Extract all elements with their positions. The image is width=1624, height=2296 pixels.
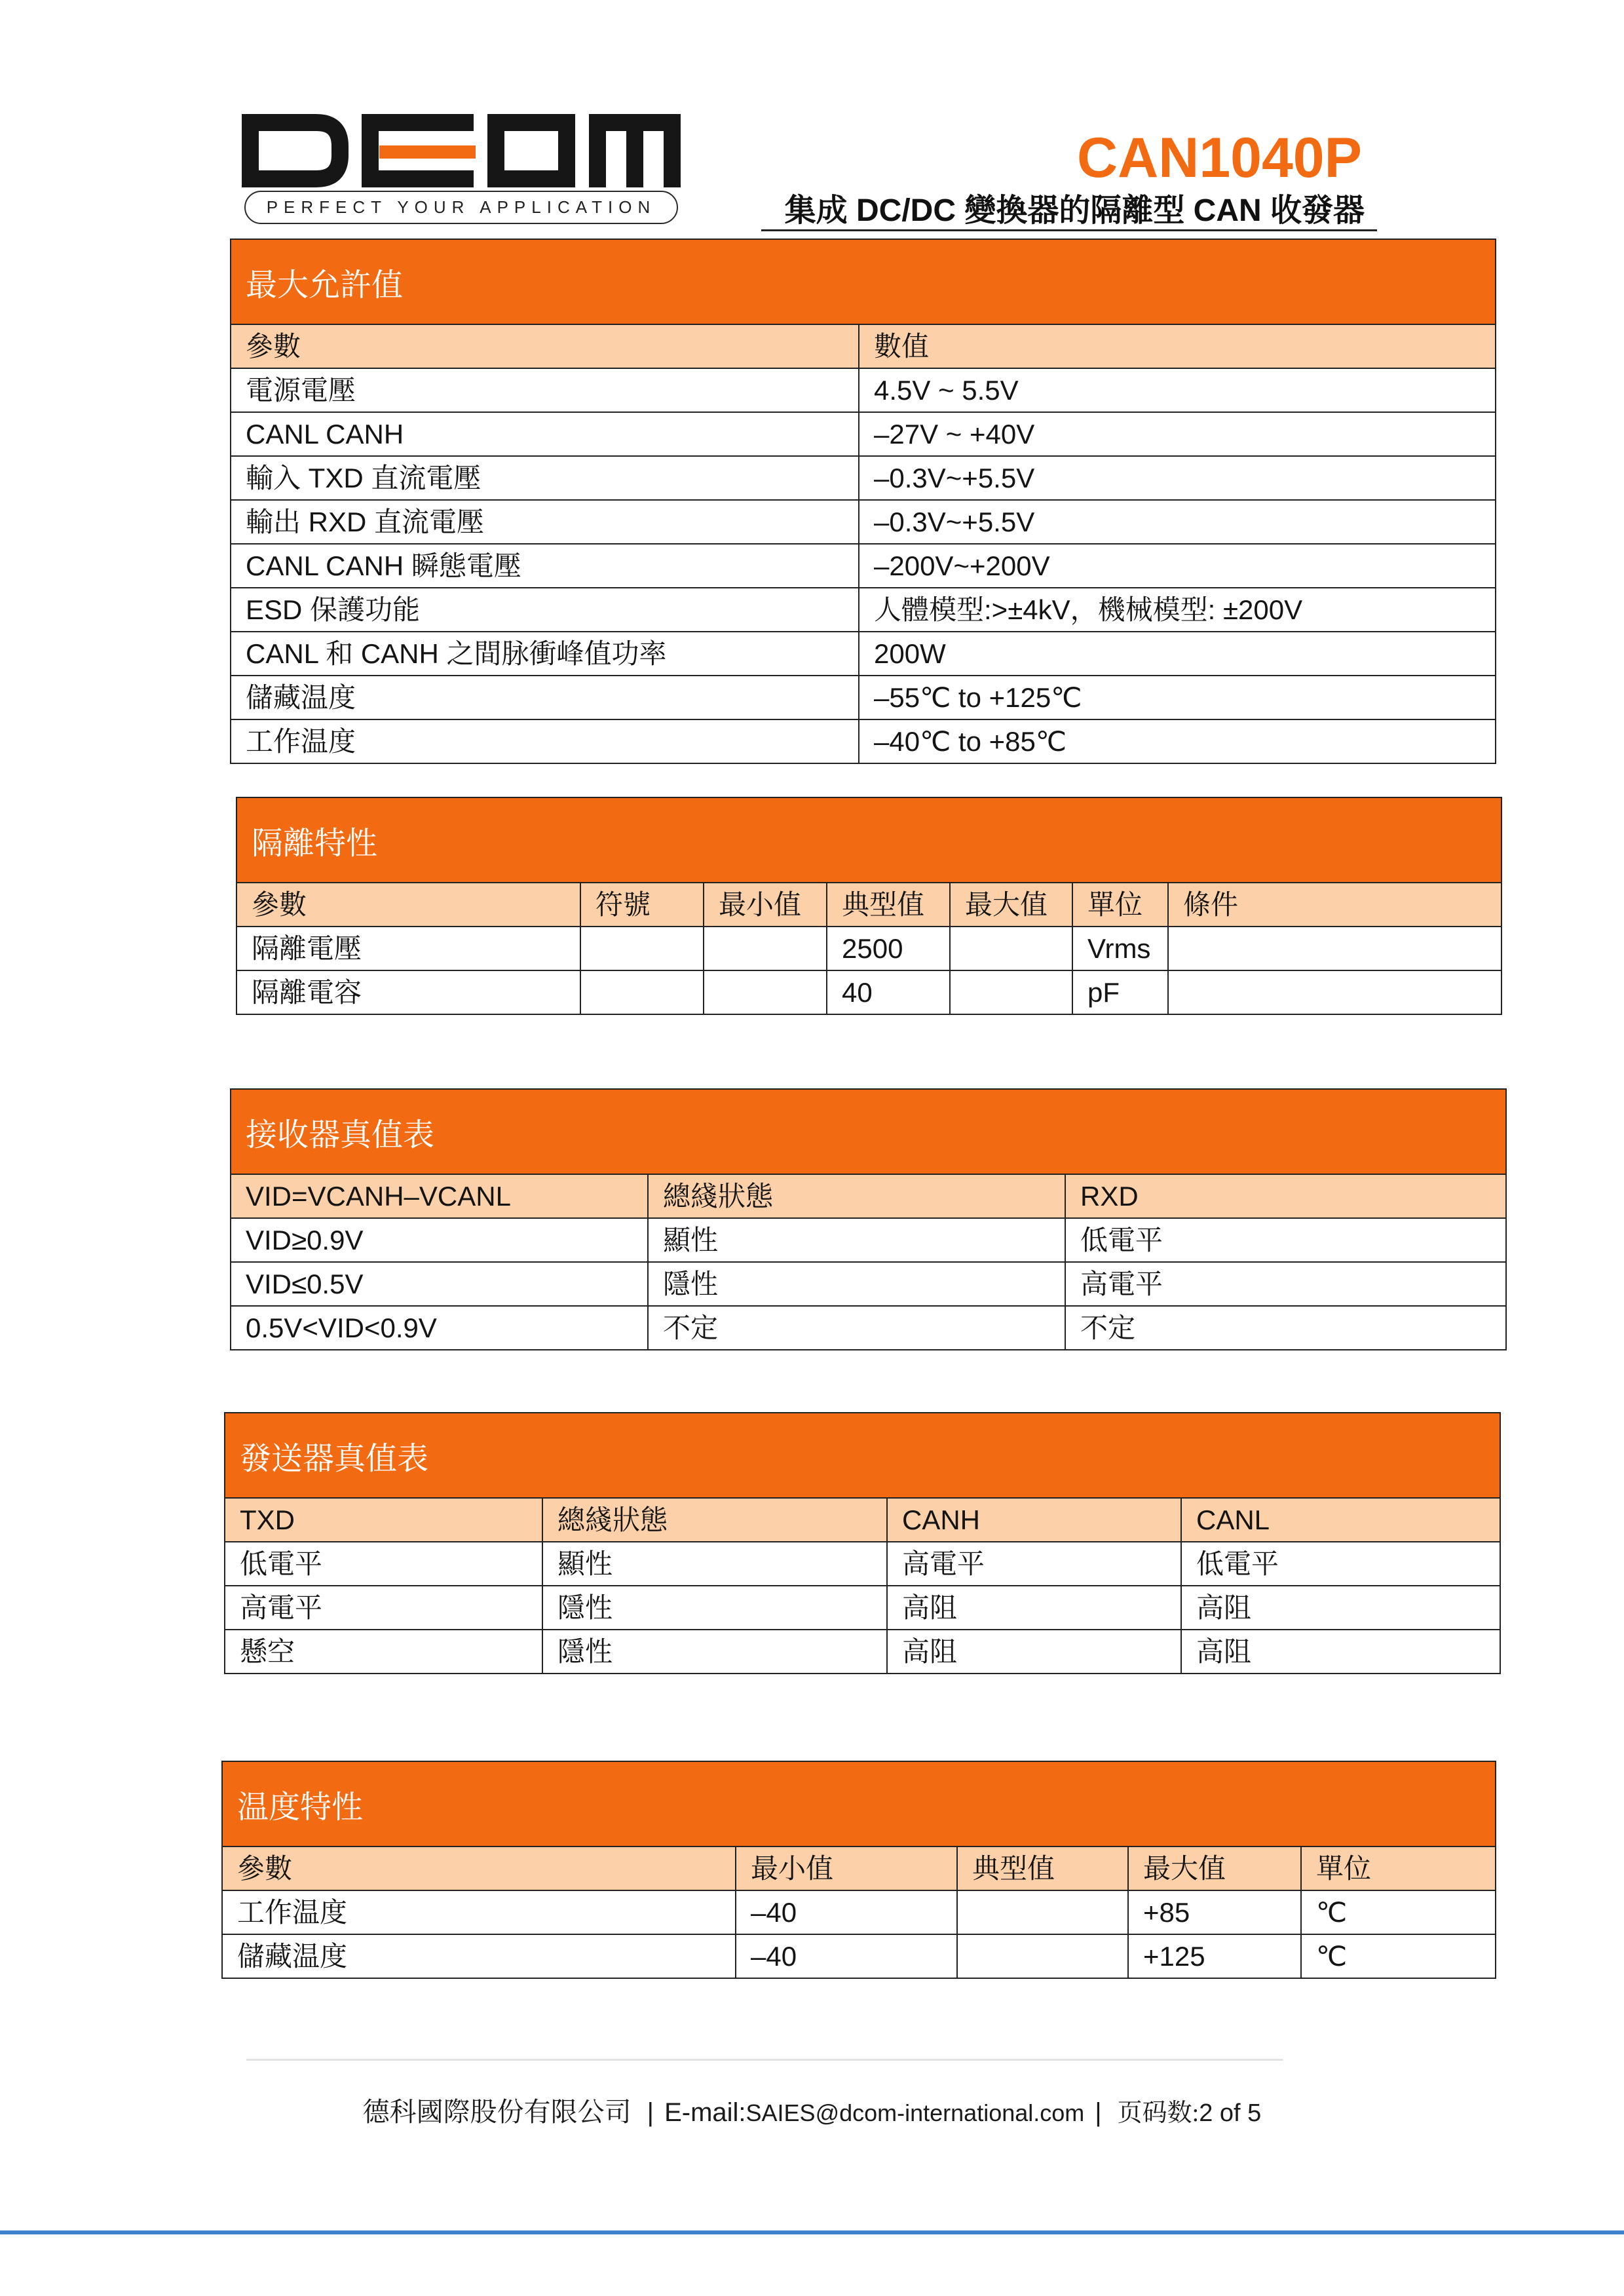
table-cell: 4.5V ~ 5.5V	[874, 375, 1019, 406]
table-header-row	[231, 1175, 1505, 1219]
column-header: TXD	[225, 1499, 543, 1541]
table-cell: 高阻	[1196, 1636, 1252, 1667]
table-cell: –40	[736, 1891, 958, 1934]
table-row	[231, 501, 1495, 545]
table-row	[237, 971, 1501, 1014]
table-row	[231, 457, 1495, 501]
max-ratings-table	[230, 239, 1496, 764]
table-cell	[958, 1891, 1129, 1934]
table-cell: 儲藏温度	[231, 676, 859, 719]
product-subtitle: 集成 DC/DC 變換器的隔離型 CAN 收發器	[784, 193, 1365, 228]
table-cell: 隔離電容	[237, 971, 581, 1014]
table-row	[237, 927, 1501, 971]
table-cell: 人體模型:>±4kV，機械模型: ±200V	[874, 594, 1303, 625]
table-cell: VID≥0.9V	[231, 1219, 649, 1261]
column-header: 總綫狀態	[649, 1175, 1066, 1217]
table-cell: +85	[1129, 1891, 1302, 1934]
table-cell: 輸出 RXD 直流電壓	[231, 501, 859, 543]
logo-letter-d	[250, 123, 340, 179]
table-cell: 高電平	[225, 1586, 543, 1629]
footer-email: SAIES@dcom-international.com	[746, 2099, 1085, 2126]
table-cell: ESD 保護功能	[231, 588, 859, 631]
table-title: 發送器真值表	[225, 1413, 1500, 1499]
column-header: 典型值	[958, 1847, 1129, 1890]
table-cell	[704, 927, 827, 970]
table-title: 隔離特性	[237, 798, 1501, 883]
column-header: 參數	[223, 1847, 736, 1890]
isolation-table	[236, 797, 1502, 1015]
subtitle-underline	[761, 229, 1377, 231]
table-cell: 顯性	[649, 1219, 1066, 1261]
table-cell: +125	[1129, 1935, 1302, 1978]
table-row	[231, 1307, 1505, 1349]
table-cell: 顯性	[543, 1542, 888, 1585]
column-header: 最大值	[951, 883, 1073, 926]
table-row	[231, 545, 1495, 588]
table-cell: 高電平	[1080, 1269, 1163, 1299]
logo-letter-m	[597, 123, 672, 187]
table-cell: ℃	[1316, 1897, 1348, 1928]
table-cell: 工作温度	[231, 720, 859, 763]
column-header: CANH	[888, 1499, 1182, 1541]
column-header: 數值	[874, 331, 930, 362]
table-cell	[1169, 971, 1501, 1014]
table-cell: –0.3V~+5.5V	[874, 463, 1035, 493]
table-row	[231, 413, 1495, 457]
footer-separator: |	[1095, 2098, 1102, 2127]
transmitter-truth-table	[224, 1412, 1501, 1674]
table-header-row	[225, 1499, 1500, 1542]
table-header-row	[223, 1847, 1495, 1891]
column-header: 最大值	[1129, 1847, 1302, 1890]
table-cell: 低電平	[1196, 1548, 1279, 1579]
table-cell: 隱性	[543, 1630, 888, 1673]
column-header: 單位	[1316, 1853, 1372, 1884]
footer-email-label: E-mail:	[664, 2098, 746, 2127]
column-header: 參數	[237, 883, 581, 926]
receiver-truth-table	[230, 1088, 1507, 1350]
table-row	[225, 1630, 1500, 1673]
table-cell: pF	[1073, 971, 1169, 1014]
footer-page-number: 2 of 5	[1199, 2099, 1262, 2127]
table-cell: 電源電壓	[231, 369, 859, 411]
column-header: 典型值	[827, 883, 951, 926]
table-cell: 高阻	[1196, 1592, 1252, 1623]
table-cell: 高阻	[888, 1586, 1182, 1629]
table-row	[231, 632, 1495, 676]
table-row	[225, 1586, 1500, 1630]
column-header: 最小值	[704, 883, 827, 926]
temperature-table	[221, 1761, 1496, 1979]
table-cell: CANL 和 CANH 之間脉衝峰值功率	[231, 632, 859, 675]
bottom-rule	[0, 2230, 1624, 2234]
column-header: VID=VCANH–VCANL	[231, 1175, 649, 1217]
footer-page-label: 页码数:	[1117, 2099, 1199, 2127]
table-cell: Vrms	[1073, 927, 1169, 970]
table-cell: VID≤0.5V	[231, 1263, 649, 1305]
table-cell: 隔離電壓	[237, 927, 581, 970]
table-cell: 不定	[649, 1307, 1066, 1349]
table-row	[231, 676, 1495, 720]
logo-tagline: PERFECT YOUR APPLICATION	[244, 191, 678, 224]
table-cell	[581, 927, 704, 970]
column-header: 參數	[231, 325, 859, 368]
table-cell: 高阻	[888, 1630, 1182, 1673]
table-row	[231, 369, 1495, 413]
column-header: 總綫狀態	[543, 1499, 888, 1541]
table-cell: –55℃ to +125℃	[874, 682, 1082, 713]
table-cell: CANL CANH 瞬態電壓	[231, 545, 859, 587]
table-cell: 儲藏温度	[223, 1935, 736, 1978]
table-cell	[958, 1935, 1129, 1978]
table-cell: –40	[736, 1935, 958, 1978]
column-header: CANL	[1196, 1504, 1270, 1535]
table-cell: –27V ~ +40V	[874, 419, 1035, 450]
table-cell	[951, 971, 1073, 1014]
table-title: 温度特性	[223, 1762, 1495, 1847]
table-row	[231, 1219, 1505, 1263]
table-cell: –200V~+200V	[874, 550, 1050, 581]
logo-accent-bar	[379, 145, 476, 159]
table-cell	[581, 971, 704, 1014]
table-cell	[1169, 927, 1501, 970]
table-row	[231, 1263, 1505, 1307]
table-cell	[951, 927, 1073, 970]
table-row	[223, 1891, 1495, 1935]
table-row	[225, 1542, 1500, 1586]
table-title: 最大允許值	[231, 240, 1495, 325]
page-footer	[0, 2094, 1624, 2130]
table-cell: 隱性	[543, 1586, 888, 1629]
table-cell: 40	[827, 971, 951, 1014]
dcom-logo	[239, 111, 685, 190]
table-cell: –40℃ to +85℃	[874, 726, 1067, 757]
column-header: 最小值	[736, 1847, 958, 1890]
table-row	[231, 720, 1495, 763]
table-title: 接收器真值表	[231, 1090, 1505, 1175]
product-model: CAN1040P	[1077, 126, 1362, 189]
table-cell: 懸空	[225, 1630, 543, 1673]
table-cell	[704, 971, 827, 1014]
table-cell: CANL CANH	[231, 413, 859, 455]
table-cell: –0.3V~+5.5V	[874, 507, 1035, 537]
table-cell: 隱性	[649, 1263, 1066, 1305]
table-cell: 低電平	[225, 1542, 543, 1585]
table-cell: ℃	[1316, 1941, 1348, 1972]
footer-separator: |	[647, 2098, 654, 2127]
footer-company: 德科國際股份有限公司	[362, 2097, 632, 2127]
table-row	[223, 1935, 1495, 1978]
column-header: 單位	[1073, 883, 1169, 926]
table-cell: 2500	[827, 927, 951, 970]
table-row	[231, 588, 1495, 632]
table-cell: 低電平	[1080, 1225, 1163, 1255]
column-header: 條件	[1183, 889, 1239, 920]
table-header-row	[237, 883, 1501, 927]
table-cell: 輸入 TXD 直流電壓	[231, 457, 859, 499]
table-header-row	[231, 325, 1495, 369]
table-cell: 200W	[874, 638, 946, 669]
logo-letter-o	[496, 123, 567, 179]
column-header: RXD	[1080, 1181, 1139, 1212]
footer-divider	[246, 2059, 1283, 2061]
table-cell: 不定	[1080, 1312, 1136, 1343]
table-cell: 高電平	[888, 1542, 1182, 1585]
table-cell: 工作温度	[223, 1891, 736, 1934]
column-header: 符號	[581, 883, 704, 926]
table-cell: 0.5V<VID<0.9V	[231, 1307, 649, 1349]
